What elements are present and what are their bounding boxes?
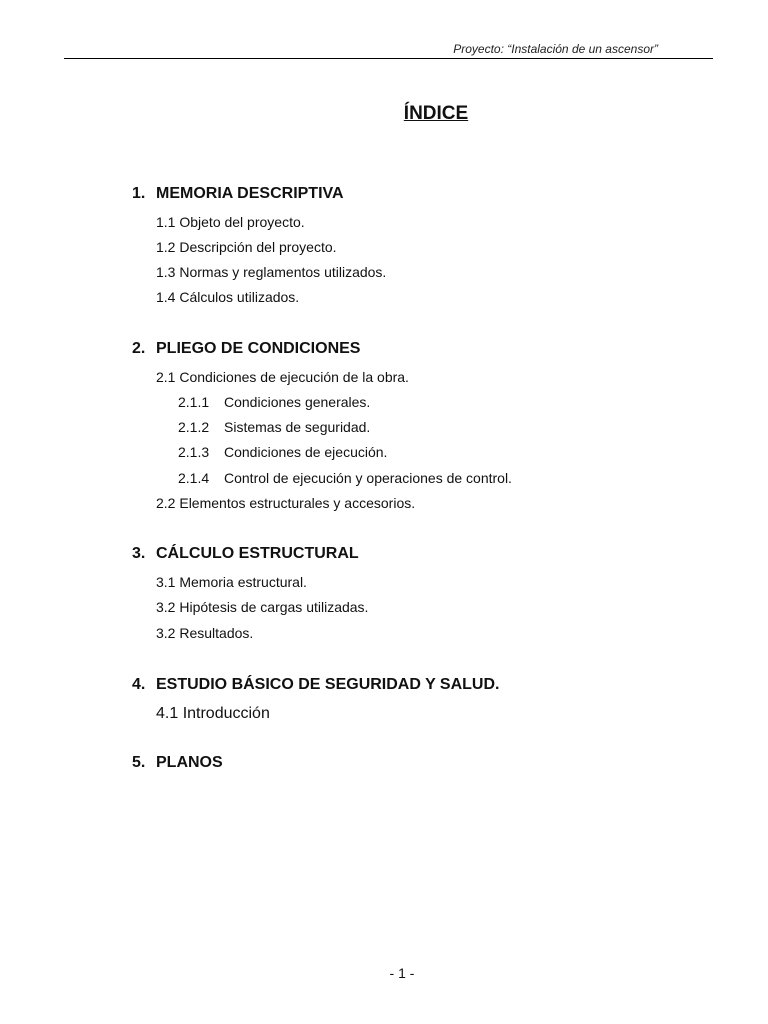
toc-item-1-4[interactable]: 1.4 Cálculos utilizados. bbox=[156, 289, 300, 305]
toc-item-1-1[interactable]: 1.1 Objeto del proyecto. bbox=[156, 214, 305, 230]
section-title: CÁLCULO ESTRUCTURAL bbox=[156, 545, 359, 562]
toc-item-1-2[interactable]: 1.2 Descripción del proyecto. bbox=[156, 239, 337, 255]
item-label: Control de ejecución y operaciones de control. bbox=[224, 470, 512, 486]
section-number: 5. bbox=[132, 754, 146, 771]
toc-item-1-3[interactable]: 1.3 Normas y reglamentos utilizados. bbox=[156, 264, 387, 280]
section-title: ESTUDIO BÁSICO DE SEGURIDAD Y SALUD. bbox=[156, 676, 500, 693]
toc-section-4[interactable] bbox=[132, 676, 499, 694]
section-number: 1. bbox=[132, 185, 146, 202]
toc-section-3[interactable] bbox=[132, 545, 359, 563]
toc-item-3-2[interactable]: 3.2 Hipótesis de cargas utilizadas. bbox=[156, 599, 369, 615]
toc-item-2-1-2[interactable] bbox=[178, 419, 370, 435]
toc-section-1[interactable] bbox=[132, 185, 344, 203]
section-title: MEMORIA DESCRIPTIVA bbox=[156, 185, 344, 202]
toc-item-2-2[interactable]: 2.2 Elementos estructurales y accesorios. bbox=[156, 495, 416, 511]
item-label: Sistemas de seguridad. bbox=[224, 419, 371, 435]
item-label: Condiciones generales. bbox=[224, 394, 371, 410]
item-number: 2.1.4 bbox=[178, 470, 210, 486]
section-number: 3. bbox=[132, 545, 146, 562]
section-number: 4. bbox=[132, 676, 146, 693]
page-number: - 1 - bbox=[389, 965, 415, 981]
item-number: 2.1.1 bbox=[178, 394, 210, 410]
section-title: PLIEGO DE CONDICIONES bbox=[156, 340, 361, 357]
toc-item-2-1-3[interactable] bbox=[178, 444, 387, 460]
toc-item-3-1[interactable]: 3.1 Memoria estructural. bbox=[156, 574, 307, 590]
toc-item-4-1[interactable]: 4.1 Introducción bbox=[156, 705, 270, 722]
page-title: ÍNDICE bbox=[403, 103, 469, 124]
toc-item-2-1[interactable]: 2.1 Condiciones de ejecución de la obra. bbox=[156, 369, 409, 385]
section-title: PLANOS bbox=[156, 754, 223, 771]
toc-section-2[interactable] bbox=[132, 340, 360, 358]
toc-section-5[interactable] bbox=[132, 754, 223, 772]
section-number: 2. bbox=[132, 340, 146, 357]
item-number: 2.1.3 bbox=[178, 444, 210, 460]
item-number: 2.1.2 bbox=[178, 419, 210, 435]
toc-item-3-3[interactable]: 3.2 Resultados. bbox=[156, 625, 254, 641]
toc-item-2-1-1[interactable] bbox=[178, 394, 370, 410]
page-header-text: Proyecto: “Instalación de un ascensor” bbox=[453, 42, 658, 56]
item-label: Condiciones de ejecución. bbox=[224, 444, 388, 460]
toc-item-2-1-4[interactable] bbox=[178, 470, 512, 486]
